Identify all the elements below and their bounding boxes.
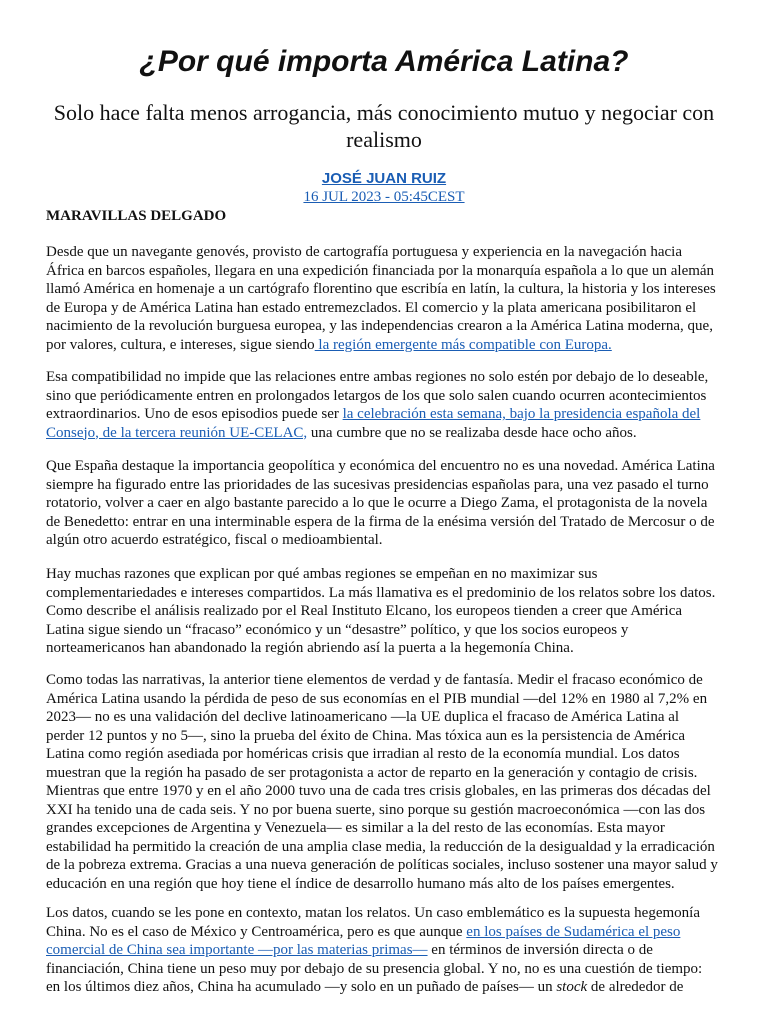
paragraph-line	[46, 336, 726, 355]
paragraph-line: de la pobreza extrema. Gracias a una nueva generación de políticas sociales, incluso sostener una mayor salud y	[46, 857, 718, 873]
paragraph-line: rotatorio, volver a caer en algo bastante parecido a lo que le ocurre a Diego Zama, el protagonista de la novela	[46, 495, 708, 511]
paragraph-line: muestran que la región ha pasado de ser protagonista a actor de reparto en la generación y contagio de crisis.	[46, 764, 698, 781]
paragraph-line: complementariedades e intereses compartidos. La más llamativa es el predominio de los relatos sobre los datos.	[46, 584, 716, 601]
paragraph-line: Esa compatibilidad no impide que las relaciones entre ambas regiones no solo estén por debajo de lo deseable,	[46, 369, 709, 385]
author-byline	[0, 170, 768, 188]
paragraph-text: extraordinarios. Uno de esos episodios puede ser	[46, 406, 339, 422]
link-china-trade-weight[interactable]: en los países de Sudamérica el peso	[466, 923, 681, 940]
author-link[interactable]: JOSÉ JUAN RUIZ	[321, 170, 447, 187]
paragraph-4	[46, 565, 726, 658]
paragraph-1	[46, 243, 726, 354]
paragraph-line: Latina sigue siendo un “fracaso” económico y un “desastre” político, y que los socios europeos y	[46, 621, 629, 638]
paragraph-text: una cumbre que no se realizaba desde hace ocho años.	[307, 424, 637, 441]
paragraph-6	[46, 904, 726, 997]
paragraph-line: perder 12 puntos y no 5—, sino la prueba del éxito de China. Mas tóxica aun es la persistencia de América	[46, 727, 685, 744]
paragraph-line: grandes excepciones de Argentina y Venezuela— es similar a la del resto de las economías. Esta mayor	[46, 820, 665, 836]
emphasis-stock: stock	[556, 979, 588, 995]
paragraph-line: de Benedetto: entrar en una interminable espera de la firma de la enésima versión del Tratado de Mercosur o de	[46, 513, 715, 530]
link-compatible-region[interactable]: la región emergente más compatible con Europa.	[314, 336, 612, 353]
paragraph-line	[46, 424, 726, 443]
link-china-trade-weight-cont[interactable]: comercial de China sea importante —por las materias primas—	[46, 942, 428, 958]
paragraph-line: América Latina usando la pérdida de peso de sus economías en el PIB mundial —del 12% en 1980 al 7,2% en	[46, 690, 708, 707]
paragraph-line	[46, 405, 726, 424]
article-title: ¿Por qué importa América Latina?	[139, 45, 629, 78]
paragraph-2	[46, 368, 726, 442]
paragraph-line: llamó América en homenaje a un cartógrafo florentino que escribía en latín, la cultura, la historia y los intereses	[46, 281, 716, 297]
paragraph-text: en los últimos diez años, China ha acumulado —y solo en un puñado de países— un	[46, 979, 557, 995]
paragraph-line: siempre ha figurado entre las prioridades de las sucesivas presidencias españolas para, una vez pasado el turno	[46, 476, 709, 493]
paragraph-line: 2023— no es una validación del declive latinoamericano —la UE duplica el fracaso de América Latina al	[46, 709, 680, 725]
paragraph-line: Latina como región asediada por homéricas crisis que irradian al resto de la economía mundial. Los datos	[46, 746, 680, 762]
date-link[interactable]: 16 JUL 2023 - 05:45CEST	[303, 189, 465, 205]
paragraph-line: Que España destaque la importancia geopolítica y económica del encuentro no es una novedad. América Latina	[46, 458, 715, 474]
paragraph-line	[46, 941, 726, 960]
paragraph-5	[46, 671, 726, 893]
paragraph-line: educación en una región que hoy tiene el índice de desarrollo humano más alto de los países emergentes.	[46, 875, 675, 892]
paragraph-line: XXI ha tenido una de cada seis. Y no por buena suerte, sino porque su gestión macroeconómica —con las dos	[46, 801, 706, 818]
paragraph-line: sino que periódicamente entren en prolongados letargos de los que solo salen cuando ocurren acontecimientos	[46, 387, 707, 404]
section-label: MARAVILLAS DELGADO	[46, 208, 227, 224]
paragraph-line: nacimiento de la revolución burguesa europea, y las independencias crearon a la América Latina moderna, que,	[46, 318, 713, 334]
paragraph-3	[46, 457, 726, 550]
paragraph-line: norteamericanos han abandonado la región abriendo así la puerta a la hegemonía China.	[46, 640, 574, 656]
paragraph-line: Como todas las narrativas, la anterior tiene elementos de verdad y de fantasía. Medir el fracaso económico de	[46, 672, 703, 688]
paragraph-text: de alrededor de	[587, 979, 684, 995]
paragraph-line: de Europa y de América Latina han estado entremezclados. El comercio y la plata americana posibilitaron el	[46, 299, 697, 316]
paragraph-line	[46, 978, 726, 997]
article-subtitle: Solo hace falta menos arrogancia, más conocimiento mutuo y negociar con realismo	[53, 100, 715, 152]
paragraph-text: en términos de inversión directa o de	[427, 942, 653, 958]
paragraph-line: Como describe el análisis realizado por el Real Instituto Elcano, los europeos tienden a creer que América	[46, 603, 683, 619]
paragraph-line: algún otro acuerdo estratégico, fiscal o medioambiental.	[46, 532, 383, 548]
paragraph-line: estabilidad ha permitido la creación de una amplia clase media, la reducción de la desigualdad y la erradicación	[46, 838, 715, 855]
paragraph-line: Hay muchas razones que explican por qué ambas regiones se empeñan en no maximizar sus	[46, 566, 598, 582]
dateline	[0, 188, 768, 206]
paragraph-line	[46, 923, 726, 942]
paragraph-text: China. No es el caso de México y Centroamérica, pero es que aunque	[46, 923, 467, 940]
paragraph-line: Mientras que entre 1970 y en el año 2000 tuvo una de cada tres crisis globales, en las primeras dos décadas del	[46, 783, 711, 799]
link-ue-celac-summit-cont[interactable]: Consejo, de la tercera reunión UE-CELAC,	[46, 424, 308, 441]
paragraph-line: África en barcos españoles, llegara en una expedición financiada por la monarquía española a lo que un alemán	[46, 262, 715, 279]
link-ue-celac-summit[interactable]: la celebración esta semana, bajo la presidencia española del	[342, 406, 701, 422]
paragraph-line: financiación, China tiene un peso muy por debajo de su presencia global. Y no, no es una cuestión de tiempo:	[46, 960, 703, 977]
paragraph-text: por valores, cultura, e intereses, sigue siendo	[46, 336, 315, 353]
paragraph-line: Desde que un navegante genovés, provisto de cartografía portuguesa y experiencia en la navegación hacia	[46, 244, 682, 260]
paragraph-line: Los datos, cuando se les pone en contexto, matan los relatos. Un caso emblemático es la supuesta hegemonía	[46, 905, 700, 921]
